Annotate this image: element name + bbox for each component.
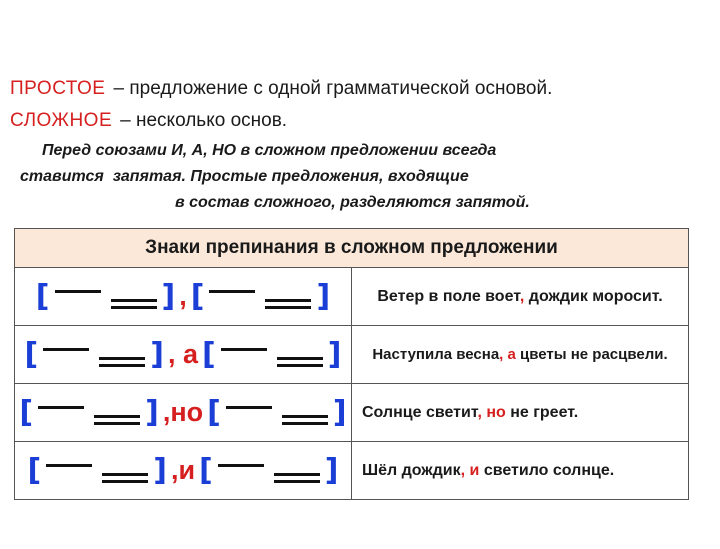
open-bracket: [ <box>199 452 213 488</box>
open-bracket: [ <box>190 278 205 314</box>
table-row <box>15 384 689 442</box>
example-cell <box>352 326 689 384</box>
example-cell <box>352 442 689 500</box>
close-bracket: ] <box>316 278 331 314</box>
example-punct: , <box>519 288 525 305</box>
connector: , а <box>167 339 199 369</box>
subject-line <box>226 406 272 409</box>
open-bracket: [ <box>35 278 50 314</box>
term-simple: ПРОСТОЕ <box>10 78 106 99</box>
close-bracket: ] <box>145 394 159 430</box>
close-bracket: ] <box>153 452 167 488</box>
definition-simple-text: – предложение с одной грамматической основой. <box>113 78 553 99</box>
predicate-line <box>274 473 320 483</box>
example-before: Ветер в поле воет <box>377 288 520 305</box>
subject-line <box>43 348 89 351</box>
example-before: Наступила весна <box>372 346 500 363</box>
open-bracket: [ <box>19 394 34 430</box>
punctuation-table <box>14 228 689 500</box>
subject-line <box>55 290 101 293</box>
predicate-line <box>94 415 140 425</box>
predicate-line <box>282 415 328 425</box>
predicate-line <box>102 473 148 483</box>
example-punct: , и <box>460 462 480 479</box>
example-punct: , а <box>499 346 516 363</box>
rule-line-2: ставится запятая. Простые предложения, входящие <box>20 168 469 185</box>
example-punct: , но <box>477 404 506 421</box>
open-bracket: [ <box>24 336 39 372</box>
table-row <box>15 442 689 500</box>
predicate-line <box>99 357 145 367</box>
predicate-line <box>265 299 311 309</box>
example-after: светило солнце. <box>479 462 615 479</box>
rule-line-3: в состав сложного, разделяются запятой. <box>175 194 530 211</box>
predicate-line <box>111 299 157 309</box>
table-row <box>15 326 689 384</box>
predicate-line <box>277 357 323 367</box>
sentence-scheme <box>35 278 331 314</box>
subject-line <box>38 406 84 409</box>
close-bracket: ] <box>161 278 176 314</box>
close-bracket: ] <box>324 452 339 488</box>
example-after: цветы не расцвели. <box>515 346 668 363</box>
scheme-cell <box>15 442 352 500</box>
scheme-cell <box>15 326 352 384</box>
connector: ,но <box>162 397 204 427</box>
open-bracket: [ <box>27 452 42 488</box>
subject-line <box>46 464 92 467</box>
table-header: Знаки препинания в сложном предложении <box>15 229 689 268</box>
definition-complex <box>10 110 287 132</box>
subject-line <box>209 290 255 293</box>
example-after: дождик моросит. <box>524 288 663 305</box>
open-bracket: [ <box>202 336 216 372</box>
subject-line <box>218 464 264 467</box>
example-before: Солнце светит <box>362 404 478 421</box>
sentence-scheme <box>19 394 347 430</box>
rule-line-1: Перед союзами И, А, НО в сложном предложении всегда <box>42 142 497 159</box>
close-bracket: ] <box>150 336 164 372</box>
sentence-scheme <box>24 336 342 372</box>
sentence-scheme <box>27 452 339 488</box>
example-cell <box>352 384 689 442</box>
connector: , <box>179 281 187 311</box>
scheme-cell <box>15 384 352 442</box>
open-bracket: [ <box>207 394 221 430</box>
definition-complex-text: – несколько основ. <box>120 110 288 131</box>
subject-line <box>221 348 267 351</box>
connector: ,и <box>170 455 196 485</box>
term-complex: СЛОЖНОЕ <box>10 110 113 131</box>
example-cell <box>352 268 689 326</box>
example-after: не греет. <box>505 404 579 421</box>
close-bracket: ] <box>327 336 342 372</box>
example-before: Шёл дождик <box>362 462 461 479</box>
scheme-cell <box>15 268 352 326</box>
close-bracket: ] <box>332 394 347 430</box>
table-row <box>15 268 689 326</box>
definition-simple <box>10 78 552 100</box>
